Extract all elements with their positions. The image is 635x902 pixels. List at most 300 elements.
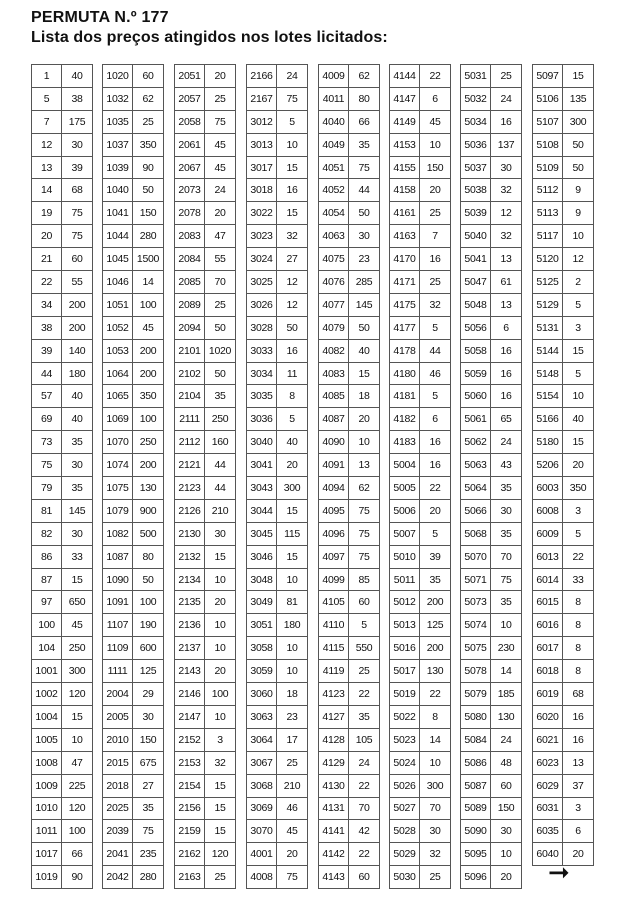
table-row: [390, 385, 450, 408]
lot-price: 24: [214, 184, 226, 197]
lot-price: 300: [68, 665, 86, 678]
table-row: [247, 500, 307, 523]
table-row: [461, 523, 521, 546]
lot-number: 4143: [319, 866, 349, 888]
lot-number: 1052: [103, 317, 133, 339]
lot-number: 5029: [390, 843, 420, 865]
lot-price: 15: [286, 207, 298, 220]
lot-price: 48: [500, 756, 512, 769]
table-row: [319, 248, 379, 271]
lot-number: 4083: [319, 363, 349, 385]
table-row: [103, 546, 163, 569]
table-row: [175, 660, 235, 683]
lot-price: 15: [572, 69, 584, 82]
lot-price: 350: [139, 138, 157, 151]
lot-price: 35: [71, 436, 83, 449]
lot-number: 2132: [175, 546, 205, 568]
lot-price: 200: [139, 367, 157, 380]
lot-price: 30: [71, 459, 83, 472]
table-row: [247, 614, 307, 637]
lot-number: 5034: [461, 111, 491, 133]
lot-number: 4177: [390, 317, 420, 339]
lot-price: 24: [500, 92, 512, 105]
lot-number: 2018: [103, 775, 133, 797]
lot-price: 5: [289, 115, 295, 128]
table-row: [390, 454, 450, 477]
table-column: [102, 64, 164, 889]
lot-price: 10: [214, 573, 226, 586]
lot-price: 44: [358, 184, 370, 197]
table-row: [533, 798, 593, 821]
table-row: [32, 660, 92, 683]
table-row: [247, 546, 307, 569]
lot-number: 5075: [461, 637, 491, 659]
lot-price: 68: [572, 687, 584, 700]
lot-number: 2041: [103, 843, 133, 865]
lot-number: 4097: [319, 546, 349, 568]
lot-number: 4131: [319, 798, 349, 820]
lot-price: 8: [289, 390, 295, 403]
lot-price: 45: [429, 115, 441, 128]
lot-price: 85: [358, 573, 370, 586]
lot-price: 8: [575, 665, 581, 678]
table-row: [32, 569, 92, 592]
lot-number: 5032: [461, 88, 491, 110]
lot-price: 25: [214, 871, 226, 884]
table-row: [32, 340, 92, 363]
lot-price: 75: [214, 115, 226, 128]
lot-price: 35: [71, 481, 83, 494]
table-row: [32, 134, 92, 157]
table-row: [32, 820, 92, 843]
arrow-right-icon: ➞: [548, 857, 570, 887]
table-row: [175, 798, 235, 821]
table-row: [175, 546, 235, 569]
lot-number: 3067: [247, 752, 277, 774]
lot-number: 4085: [319, 385, 349, 407]
lot-number: 4144: [390, 65, 420, 87]
lot-price: 16: [500, 390, 512, 403]
lot-number: 1109: [103, 637, 133, 659]
lot-number: 3068: [247, 775, 277, 797]
lot-price: 6: [432, 92, 438, 105]
lot-number: 5019: [390, 683, 420, 705]
lot-price: 200: [139, 344, 157, 357]
table-row: [175, 431, 235, 454]
lot-price: 7: [432, 230, 438, 243]
lot-number: 1045: [103, 248, 133, 270]
lot-price: 15: [358, 367, 370, 380]
lot-price: 33: [71, 550, 83, 563]
lot-number: 4008: [247, 866, 277, 888]
lot-price: 100: [68, 825, 86, 838]
lot-number: 2166: [247, 65, 277, 87]
lot-number: 3060: [247, 683, 277, 705]
lot-number: 6040: [533, 843, 563, 865]
table-row: [175, 569, 235, 592]
lot-number: 3044: [247, 500, 277, 522]
lot-price: 650: [68, 596, 86, 609]
table-row: [319, 798, 379, 821]
table-row: [461, 477, 521, 500]
table-row: [247, 179, 307, 202]
table-row: [533, 546, 593, 569]
lot-number: 5022: [390, 706, 420, 728]
lot-number: 87: [32, 569, 62, 591]
lot-number: 4129: [319, 752, 349, 774]
lot-price: 70: [214, 275, 226, 288]
table-row: [533, 65, 593, 88]
table-row: [533, 385, 593, 408]
lot-number: 5066: [461, 500, 491, 522]
table-row: [103, 843, 163, 866]
lot-number: 4178: [390, 340, 420, 362]
lot-price: 105: [355, 733, 373, 746]
lot-price: 32: [286, 230, 298, 243]
table-row: [32, 523, 92, 546]
lot-price: 16: [429, 436, 441, 449]
lot-price: 68: [71, 184, 83, 197]
lot-price: 75: [358, 504, 370, 517]
lot-price: 32: [500, 184, 512, 197]
table-row: [461, 843, 521, 866]
lot-price: 20: [214, 665, 226, 678]
lot-price: 25: [142, 115, 154, 128]
lot-price: 235: [139, 848, 157, 861]
lot-price: 280: [139, 230, 157, 243]
lot-price: 65: [500, 413, 512, 426]
table-row: [390, 752, 450, 775]
lot-price: 5: [432, 321, 438, 334]
lot-price: 1500: [136, 253, 160, 266]
table-row: [461, 591, 521, 614]
table-row: [390, 775, 450, 798]
lot-number: 5095: [461, 843, 491, 865]
table-row: [533, 408, 593, 431]
lot-number: 4096: [319, 523, 349, 545]
lot-number: 3028: [247, 317, 277, 339]
lot-number: 4090: [319, 431, 349, 453]
lot-price: 66: [71, 848, 83, 861]
lot-number: 38: [32, 317, 62, 339]
lot-number: 5059: [461, 363, 491, 385]
table-row: [533, 477, 593, 500]
lot-price: 20: [358, 413, 370, 426]
lot-price: 350: [569, 481, 587, 494]
table-row: [247, 431, 307, 454]
lot-number: 6016: [533, 614, 563, 636]
lot-number: 4163: [390, 225, 420, 247]
lot-price: 100: [139, 298, 157, 311]
table-row: [319, 431, 379, 454]
lot-price: 16: [286, 344, 298, 357]
lot-number: 5016: [390, 637, 420, 659]
table-row: [461, 500, 521, 523]
lot-price: 22: [358, 779, 370, 792]
lot-number: 4171: [390, 271, 420, 293]
table-row: [247, 729, 307, 752]
lot-price: 32: [500, 230, 512, 243]
lot-number: 5097: [533, 65, 563, 87]
lot-price: 20: [286, 848, 298, 861]
table-row: [175, 225, 235, 248]
table-row: [319, 729, 379, 752]
lot-price: 550: [355, 642, 373, 655]
table-row: [533, 88, 593, 111]
page-title: PERMUTA N.º 177: [31, 9, 169, 26]
table-row: [390, 798, 450, 821]
lot-price: 120: [68, 802, 86, 815]
lot-number: 3023: [247, 225, 277, 247]
table-row: [103, 454, 163, 477]
table-row: [461, 111, 521, 134]
lot-price: 40: [358, 344, 370, 357]
table-row: [319, 683, 379, 706]
table-row: [319, 157, 379, 180]
lot-number: 34: [32, 294, 62, 316]
lot-number: 5060: [461, 385, 491, 407]
lot-price: 10: [286, 665, 298, 678]
lot-number: 1087: [103, 546, 133, 568]
table-row: [32, 706, 92, 729]
lot-price: 145: [68, 504, 86, 517]
lot-price: 3: [575, 802, 581, 815]
table-row: [390, 523, 450, 546]
table-row: [247, 798, 307, 821]
lot-number: 5073: [461, 591, 491, 613]
table-row: [247, 706, 307, 729]
lot-number: 1075: [103, 477, 133, 499]
lot-price: 81: [286, 596, 298, 609]
lot-price: 75: [500, 573, 512, 586]
table-row: [319, 363, 379, 386]
lot-price: 24: [500, 436, 512, 449]
lot-number: 3018: [247, 179, 277, 201]
lot-price: 130: [139, 481, 157, 494]
lot-number: 4095: [319, 500, 349, 522]
lot-number: 13: [32, 157, 62, 179]
lot-number: 5090: [461, 820, 491, 842]
lot-price: 35: [500, 527, 512, 540]
lot-number: 5007: [390, 523, 420, 545]
lot-number: 4105: [319, 591, 349, 613]
lot-number: 2010: [103, 729, 133, 751]
lot-price: 30: [71, 527, 83, 540]
lot-number: 3051: [247, 614, 277, 636]
lot-number: 2121: [175, 454, 205, 476]
lot-number: 5078: [461, 660, 491, 682]
lot-price: 75: [71, 230, 83, 243]
lot-number: 5070: [461, 546, 491, 568]
lot-number: 5041: [461, 248, 491, 270]
lot-number: 4049: [319, 134, 349, 156]
lot-number: 3070: [247, 820, 277, 842]
lot-number: 4142: [319, 843, 349, 865]
lot-number: 4127: [319, 706, 349, 728]
lot-price: 46: [286, 802, 298, 815]
lot-price: 44: [214, 459, 226, 472]
lot-price: 12: [286, 298, 298, 311]
lot-price: 10: [500, 619, 512, 632]
lot-number: 3013: [247, 134, 277, 156]
lot-number: 5086: [461, 752, 491, 774]
lot-number: 22: [32, 271, 62, 293]
table-row: [319, 385, 379, 408]
lot-number: 69: [32, 408, 62, 430]
lot-price: 30: [429, 825, 441, 838]
lot-price: 15: [286, 550, 298, 563]
table-row: [461, 408, 521, 431]
lot-price: 32: [429, 848, 441, 861]
table-row: [390, 431, 450, 454]
table-row: [319, 637, 379, 660]
table-row: [390, 225, 450, 248]
table-row: [175, 775, 235, 798]
table-row: [319, 294, 379, 317]
lot-number: 5027: [390, 798, 420, 820]
lot-number: 2154: [175, 775, 205, 797]
table-row: [461, 179, 521, 202]
lot-price: 20: [572, 459, 584, 472]
lot-price: 120: [211, 848, 229, 861]
table-row: [175, 294, 235, 317]
table-row: [175, 729, 235, 752]
lot-price: 22: [572, 550, 584, 563]
table-row: [175, 202, 235, 225]
lot-number: 1010: [32, 798, 62, 820]
table-row: [319, 660, 379, 683]
lot-number: 5117: [533, 225, 563, 247]
lot-number: 5089: [461, 798, 491, 820]
lot-price: 22: [429, 69, 441, 82]
table-row: [390, 866, 450, 889]
table-row: [32, 225, 92, 248]
table-row: [103, 179, 163, 202]
lot-price: 20: [286, 459, 298, 472]
lot-price: 25: [286, 756, 298, 769]
table-row: [319, 820, 379, 843]
lot-number: 21: [32, 248, 62, 270]
table-row: [461, 202, 521, 225]
lot-number: 79: [32, 477, 62, 499]
lot-number: 3041: [247, 454, 277, 476]
table-row: [32, 477, 92, 500]
table-row: [247, 363, 307, 386]
lot-price: 150: [426, 161, 444, 174]
table-row: [533, 729, 593, 752]
lot-number: 5108: [533, 134, 563, 156]
lot-price: 40: [286, 436, 298, 449]
lot-number: 2051: [175, 65, 205, 87]
lot-number: 104: [32, 637, 62, 659]
lot-number: 5113: [533, 202, 563, 224]
lot-price: 15: [214, 779, 226, 792]
lot-price: 200: [68, 298, 86, 311]
lot-price: 25: [358, 665, 370, 678]
table-row: [319, 569, 379, 592]
table-row: [390, 363, 450, 386]
lot-number: 1090: [103, 569, 133, 591]
lot-number: 3022: [247, 202, 277, 224]
lot-number: 5030: [390, 866, 420, 888]
lot-price: 45: [286, 825, 298, 838]
lot-number: 4149: [390, 111, 420, 133]
lot-price: 61: [500, 275, 512, 288]
lot-number: 6015: [533, 591, 563, 613]
lot-number: 2085: [175, 271, 205, 293]
table-row: [175, 523, 235, 546]
table-column: [389, 64, 451, 889]
lot-number: 4075: [319, 248, 349, 270]
lot-price: 6: [575, 825, 581, 838]
table-row: [390, 65, 450, 88]
lot-price: 16: [572, 710, 584, 723]
lot-number: 100: [32, 614, 62, 636]
table-row: [461, 775, 521, 798]
table-row: [533, 340, 593, 363]
lot-price: 35: [214, 390, 226, 403]
table-row: [247, 111, 307, 134]
lot-price: 125: [139, 665, 157, 678]
lot-price: 5: [289, 413, 295, 426]
table-row: [175, 683, 235, 706]
lot-price: 10: [358, 436, 370, 449]
lot-price: 16: [500, 367, 512, 380]
lot-price: 39: [71, 161, 83, 174]
lot-price: 18: [286, 687, 298, 700]
table-row: [32, 500, 92, 523]
lot-number: 1082: [103, 523, 133, 545]
lot-number: 5068: [461, 523, 491, 545]
lot-price: 24: [286, 69, 298, 82]
lot-price: 6: [503, 321, 509, 334]
lot-price: 210: [211, 504, 229, 517]
lot-number: 6031: [533, 798, 563, 820]
lot-price: 30: [71, 138, 83, 151]
lot-number: 5017: [390, 660, 420, 682]
table-row: [390, 248, 450, 271]
lot-number: 6014: [533, 569, 563, 591]
lot-number: 6003: [533, 477, 563, 499]
lot-price: 16: [572, 733, 584, 746]
table-column: [174, 64, 236, 889]
lot-price: 13: [500, 298, 512, 311]
lot-price: 14: [500, 665, 512, 678]
table-row: [247, 569, 307, 592]
lot-price: 50: [142, 573, 154, 586]
lot-number: 2153: [175, 752, 205, 774]
lot-price: 50: [572, 138, 584, 151]
table-row: [175, 408, 235, 431]
table-row: [103, 729, 163, 752]
table-row: [390, 614, 450, 637]
lot-number: 2104: [175, 385, 205, 407]
lot-number: 3048: [247, 569, 277, 591]
lot-number: 5148: [533, 363, 563, 385]
lot-price: 10: [572, 390, 584, 403]
lot-number: 1051: [103, 294, 133, 316]
table-row: [247, 340, 307, 363]
lot-number: 5129: [533, 294, 563, 316]
table-row: [103, 294, 163, 317]
lot-number: 2058: [175, 111, 205, 133]
lot-price: 3: [575, 504, 581, 517]
lot-number: 3034: [247, 363, 277, 385]
lot-price: 35: [142, 802, 154, 815]
table-row: [175, 637, 235, 660]
table-row: [103, 477, 163, 500]
table-row: [32, 179, 92, 202]
